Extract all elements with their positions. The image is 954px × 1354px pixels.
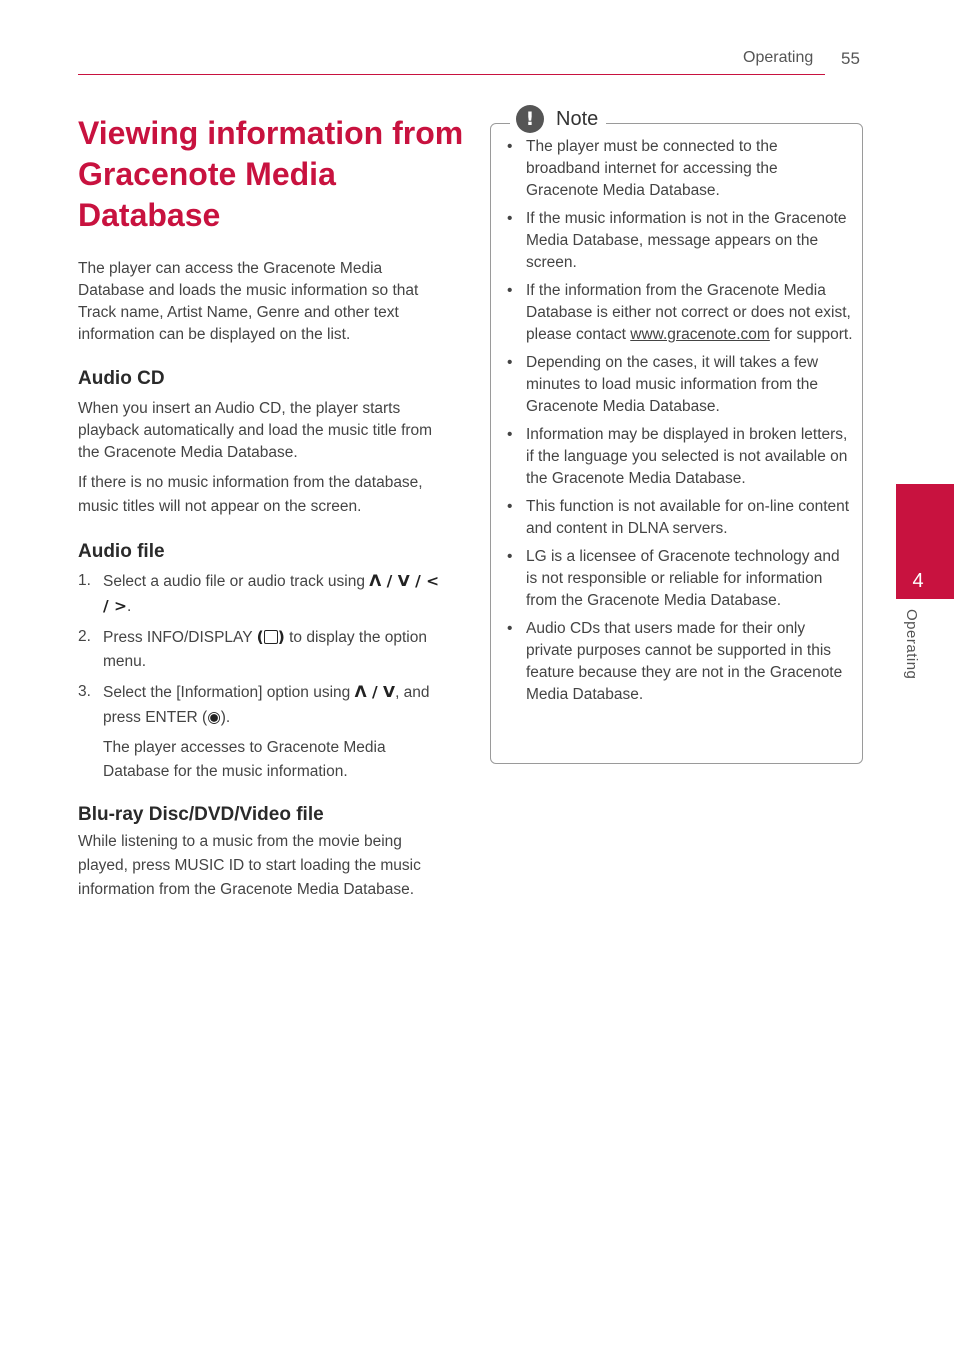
step-3-text-b: , and press ENTER ( (103, 684, 430, 726)
info-display-icon: ( ) (256, 628, 285, 646)
intro-paragraph: The player can access the Gracenote Media Database and loads the music information so that Track name, Artist Name, Genre and other text information can be displayed on the list. (78, 260, 419, 343)
step-3-number: 3. (78, 683, 91, 700)
step-3-text-a: Select the [Information] option using (103, 684, 355, 701)
note-item: • Information may be displayed in broken letters, if the language you selected is not available on the Gracenote Media Database. (506, 424, 854, 490)
step-1-text: Select a audio file or audio track using (103, 573, 370, 590)
step-2-number: 2. (78, 628, 91, 645)
running-header-section: Operating (743, 49, 814, 66)
note-header (510, 104, 606, 134)
audio-cd-paragraph-2: If there is no music information from the database, music titles will not appear on the screen. (78, 474, 423, 515)
note-item-3-end: for support. (769, 326, 853, 343)
step-1-end: . (127, 598, 132, 615)
page-title: Viewing information from Gracenote Media Database (78, 115, 464, 233)
gracenote-link[interactable]: www.gracenote.com (630, 326, 770, 343)
note-item: • Audio CDs that users made for their only private purposes cannot be supported in this feature because they are not in the Gracenote Media Database. (506, 618, 854, 706)
note-item: • LG is a licensee of Gracenote technology and is not responsible or reliable for information from the Gracenote Media Database. (506, 546, 854, 612)
step-1 (78, 569, 446, 619)
exclamation-icon: ! (516, 105, 544, 133)
audio-file-steps (78, 569, 446, 730)
step-2-text-b: to display the option menu. (103, 629, 427, 670)
header-divider (78, 74, 825, 75)
up-down-keys-icon: Λ / V (354, 683, 396, 701)
note-item (506, 280, 854, 346)
note-item-3-text: If the information from the Gracenote Media Database is either not correct or does not exist, please contact (526, 282, 851, 343)
main-column (78, 258, 446, 902)
note-list (506, 136, 854, 712)
note-title: Note (556, 107, 599, 130)
bluray-heading: Blu-ray Disc/DVD/Video file (78, 804, 324, 825)
page-number: 55 (841, 49, 860, 68)
audio-cd-paragraph-1: When you insert an Audio CD, the player starts playback automatically and load the music title from the Gracenote Media Database. (78, 400, 433, 461)
bluray-paragraph: While listening to a music from the movie being played, press MUSIC ID to start loading the music information from the Gracenote Media Database. (78, 833, 421, 898)
chapter-tab (896, 484, 954, 599)
step-3-result: The player accesses to Gracenote Media Database for the music information. (103, 739, 386, 780)
enter-button-icon: ◉ (207, 708, 221, 726)
chapter-number: 4 (912, 570, 924, 592)
step-3-text-c: ). (220, 709, 231, 726)
arrow-keys-icon: Λ / V / < / > (103, 572, 440, 615)
step-2-text-a: Press INFO/DISPLAY (103, 629, 257, 646)
note-item: • Depending on the cases, it will takes a few minutes to load music information from the Gracenote Media Database. (506, 352, 854, 418)
step-2 (78, 625, 446, 674)
note-item: • The player must be connected to the broadband internet for accessing the Gracenote Media Database. (506, 136, 854, 202)
note-item: • If the music information is not in the Gracenote Media Database, message appears on the screen. (506, 208, 854, 274)
step-1-number: 1. (78, 572, 91, 589)
note-item: • This function is not available for on-line content and content in DLNA servers. (506, 496, 854, 540)
step-3 (78, 680, 446, 730)
audio-file-heading: Audio file (78, 541, 165, 562)
chapter-label: Operating (903, 609, 920, 680)
audio-cd-heading: Audio CD (78, 368, 165, 389)
